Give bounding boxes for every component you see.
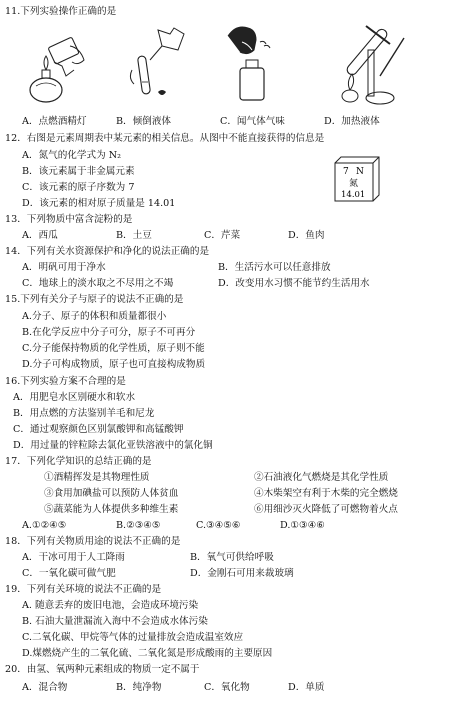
q17-items-row1: [44, 472, 444, 484]
q18-options-row2: [22, 568, 442, 580]
q18-option-b: B．氧气可供给呼吸: [190, 552, 274, 563]
q18-option-c: C．一氧化碳可做气肥: [22, 568, 116, 579]
q14-stem: 14．下列有关水资源保护和净化的说法正确的是: [5, 246, 210, 257]
q17-option-d: D.①③④⑥: [280, 520, 325, 531]
q19-option-a: A. 随意丢弃的废旧电池，会造成环境污染: [22, 600, 199, 611]
q15-stem: 15.下列有关分子与原子的说法不正确的是: [5, 294, 184, 305]
q16-stem: 16.下列实验方案不合理的是: [5, 376, 126, 387]
element-number: 7: [343, 167, 349, 177]
q16-option-d: D．用过量的锌粒除去氯化亚铁溶液中的氯化铜: [13, 440, 213, 451]
q12-option-d: D．该元素的相对原子质量是 14.01: [22, 198, 176, 209]
q15-option-a: A.分子、原子的体积和质量都很小: [22, 311, 167, 322]
alcohol-lamp-ignite-icon: [22, 20, 92, 108]
q19-stem: 19．下列有关环境的说法不正确的是: [5, 584, 162, 595]
q13-option-d: D．鱼肉: [288, 230, 325, 241]
q15-option-c: C.分子能保持物质的化学性质，原子则不能: [22, 343, 205, 354]
smell-gas-icon: [218, 20, 288, 108]
q17-options: [22, 520, 442, 532]
q13-option-a: A．西瓜: [22, 230, 58, 241]
q16-option-c: C．通过观察颜色区别氯酸钾和高锰酸钾: [13, 424, 184, 435]
q11-figures: [20, 20, 440, 110]
periodic-element-card: [334, 156, 380, 202]
q11-option-b: B．倾倒液体: [116, 116, 172, 127]
q17-option-b: B.②③④⑤: [116, 520, 161, 531]
q14-option-a: A．明矾可用于净水: [22, 262, 106, 273]
q14-option-b: B．生活污水可以任意排放: [218, 262, 331, 273]
q20-option-c: C．氧化物: [204, 682, 250, 693]
q15-option-b: B.在化学反应中分子可分，原子不可再分: [22, 327, 196, 338]
q14-option-d: D．改变用水习惯不能节约生活用水: [218, 278, 370, 289]
q19-option-c: C.二氧化碳、甲烷等气体的过量排放会造成温室效应: [22, 632, 244, 643]
pour-liquid-icon: [128, 20, 198, 108]
q18-option-a: A．干冰可用于人工降雨: [22, 552, 125, 563]
q16-option-a: A．用肥皂水区别硬水和软水: [13, 392, 136, 403]
q17-item-1: ①酒精挥发是其物理性质: [44, 472, 150, 483]
q20-option-b: B．纯净物: [116, 682, 162, 693]
q17-items-row3: [44, 504, 444, 516]
element-name: 氮: [349, 179, 359, 189]
q11-stem: 11.下列实验操作正确的是: [5, 6, 117, 17]
q13-option-c: C．芹菜: [204, 230, 241, 241]
q12-option-c: C．该元素的原子序数为 7: [22, 182, 135, 193]
q11-option-d: D．加热液体: [324, 116, 380, 127]
q12-stem: 12．右图是元素周期表中某元素的相关信息。从图中不能直接获得的信息是: [5, 133, 325, 144]
q20-option-d: D．单质: [288, 682, 325, 693]
q14-options-row1: [22, 262, 442, 274]
q17-items-row2: [44, 488, 444, 500]
q17-stem: 17．下列化学知识的总结正确的是: [5, 456, 152, 467]
q11-options: [22, 116, 442, 128]
q17-item-2: ②石油液化气燃烧是其化学性质: [254, 472, 389, 483]
q20-options: [22, 682, 442, 694]
q13-options: [22, 230, 442, 242]
q15-option-d: D.分子可构成物质，原子也可直接构成物质: [22, 359, 206, 370]
q19-option-d: D.煤燃烧产生的二氧化硫、二氧化氮是形成酸雨的主要原因: [22, 648, 273, 659]
q17-item-3: ③食用加碘盐可以预防人体贫血: [44, 488, 179, 499]
heat-liquid-icon: [320, 20, 420, 108]
q20-stem: 20．由氢、氧两种元素组成的物质一定不属于: [5, 664, 200, 675]
q17-option-c: C.③④⑤⑥: [196, 520, 241, 531]
q11-option-c: C．闻气体气味: [220, 116, 285, 127]
q14-options-row2: [22, 278, 442, 290]
q12-option-b: B．该元素属于非金属元素: [22, 166, 135, 177]
q13-stem: 13．下列物质中富含淀粉的是: [5, 214, 133, 225]
q20-option-a: A．混合物: [22, 682, 68, 693]
q17-item-6: ⑥用细沙灭火降低了可燃物着火点: [254, 504, 398, 515]
q12-option-a: A．氮气的化学式为 N₂: [22, 150, 121, 161]
element-symbol: N: [356, 167, 364, 177]
q19-option-b: B. 石油大量泄漏流入海中不会造成水体污染: [22, 616, 208, 627]
q17-item-4: ④木柴架空有利于木柴的完全燃烧: [254, 488, 398, 499]
q16-option-b: B．用点燃的方法鉴别羊毛和尼龙: [13, 408, 155, 419]
q18-option-d: D．金刚石可用来裁玻璃: [190, 568, 294, 579]
q17-item-5: ⑤蔬菜能为人体提供多种维生素: [44, 504, 179, 515]
q17-option-a: A.①②④⑤: [22, 520, 67, 531]
q14-option-c: C．地球上的淡水取之不尽用之不竭: [22, 278, 174, 289]
q11-option-a: A．点燃酒精灯: [22, 116, 87, 127]
q13-option-b: B．土豆: [116, 230, 152, 241]
q18-stem: 18．下列有关物质用途的说法不正确的是: [5, 536, 181, 547]
element-mass: 14.01: [341, 190, 366, 200]
q18-options-row1: [22, 552, 442, 564]
